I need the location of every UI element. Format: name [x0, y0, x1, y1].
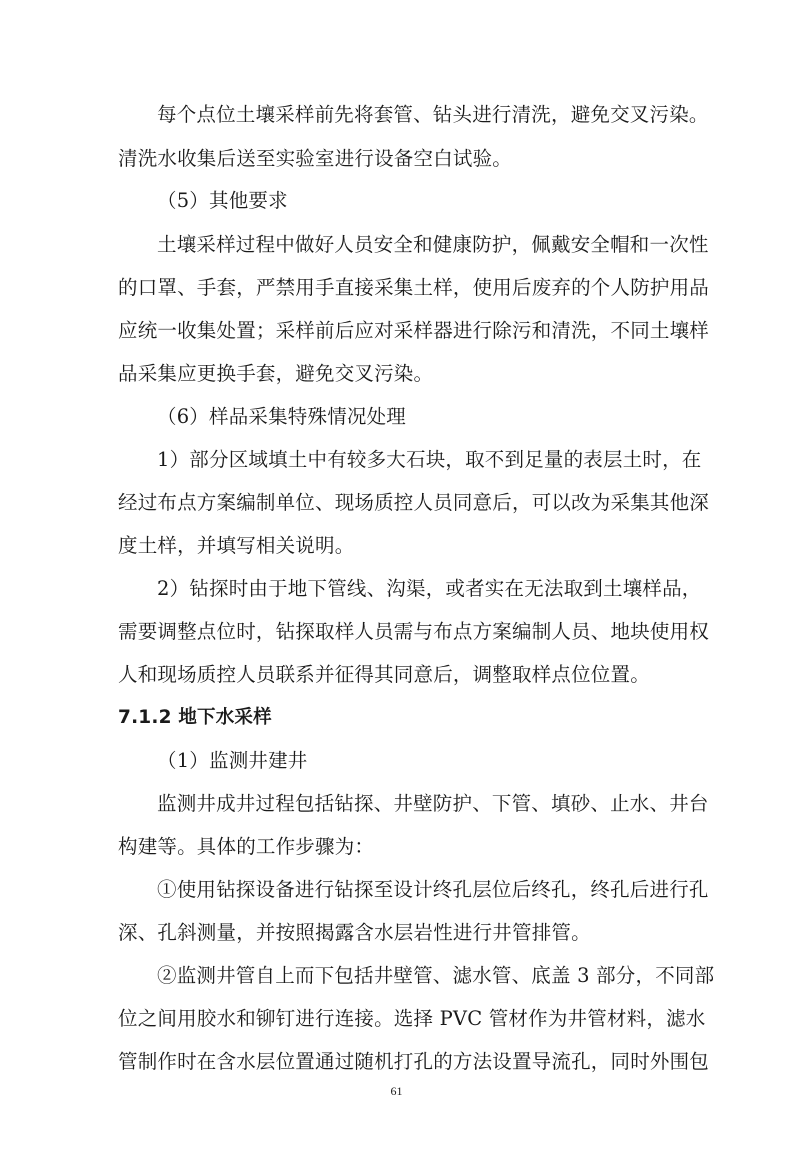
- section-heading: 7.1.2 地下水采样: [118, 707, 272, 728]
- paragraph-line: ②监测井管自上而下包括井壁管、滤水管、底盖 3 部分，不同部: [157, 964, 715, 987]
- section-subheading: （1）监测井建井: [157, 749, 308, 772]
- paragraph-line: 人和现场质控人员联系并征得其同意后，调整取样点位位置。: [118, 663, 650, 686]
- paragraph-line: 应统一收集处置；采样前后应对采样器进行除污和清洗，不同土壤样: [118, 319, 710, 342]
- paragraph-line: 位之间用胶水和铆钉进行连接。选择 PVC 管材作为井管材料，滤水: [118, 1007, 706, 1030]
- paragraph-line: 1）部分区域填土中有较多大石块，取不到足量的表层土时，在: [157, 448, 702, 471]
- paragraph-line: 的口罩、手套，严禁用手直接采集土样，使用后废弃的个人防护用品: [118, 276, 710, 299]
- section-subheading: （5）其他要求: [157, 189, 288, 212]
- paragraph-line: 构建等。具体的工作步骤为：: [118, 835, 375, 858]
- paragraph-line: 监测井成井过程包括钻探、井壁防护、下管、填砂、止水、井台: [157, 792, 709, 815]
- paragraph-line: 土壤采样过程中做好人员安全和健康防护，佩戴安全帽和一次性: [157, 233, 709, 256]
- paragraph-line: 清洗水收集后送至实验室进行设备空白试验。: [118, 147, 513, 170]
- paragraph-line: 管制作时在含水层位置通过随机打孔的方法设置导流孔，同时外围包: [118, 1050, 710, 1073]
- paragraph-line: 度土样，并填写相关说明。: [118, 534, 355, 557]
- paragraph-line: 每个点位土壤采样前先将套管、钻头进行清洗，避免交叉污染。: [157, 103, 709, 126]
- section-subheading: （6）样品采集特殊情况处理: [157, 405, 407, 428]
- paragraph-line: 需要调整点位时，钻探取样人员需与布点方案编制人员、地块使用权: [118, 620, 710, 643]
- paragraph-line: 经过布点方案编制单位、现场质控人员同意后，可以改为采集其他深: [118, 491, 710, 514]
- paragraph-line: 深、孔斜测量，并按照揭露含水层岩性进行井管排管。: [118, 921, 591, 944]
- page-number: 61: [390, 1084, 403, 1098]
- paragraph-line: 品采集应更换手套，避免交叉污染。: [118, 362, 434, 385]
- paragraph-line: 2）钻探时由于地下管线、沟渠，或者实在无法取到土壤样品，: [157, 577, 702, 600]
- paragraph-line: ①使用钻探设备进行钻探至设计终孔层位后终孔，终孔后进行孔: [157, 878, 709, 901]
